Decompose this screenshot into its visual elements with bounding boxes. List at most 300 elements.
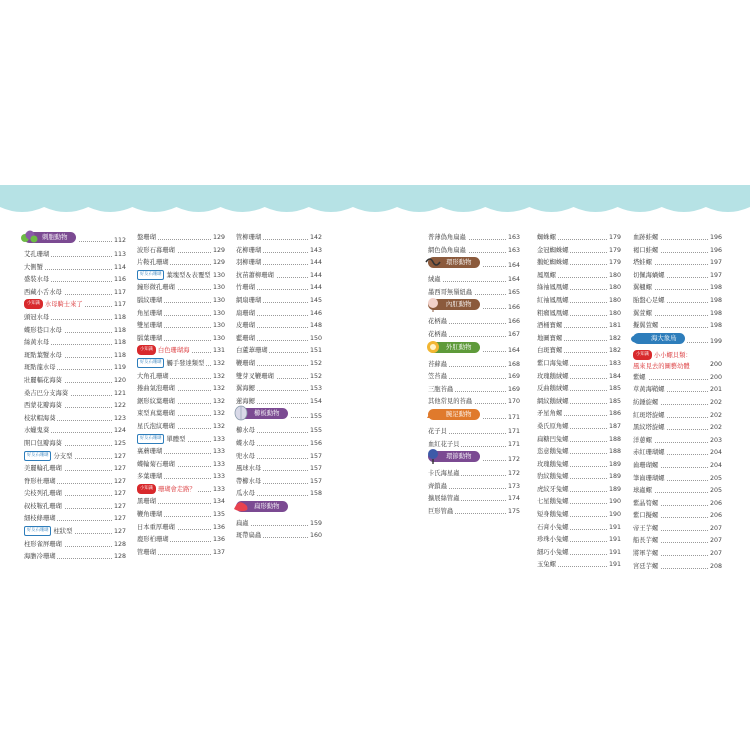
entry-page: 127 [112, 513, 126, 526]
entry-page: 125 [112, 438, 126, 451]
entry-page: 131 [211, 345, 225, 358]
entry-page: 204 [708, 460, 722, 473]
toc-entry [137, 534, 225, 547]
entry-title: 虎紋牙兔螺 [537, 485, 569, 493]
entry-page: 190 [607, 509, 621, 522]
entry-title: 西藏小舌水母 [24, 288, 62, 296]
entry-page: 127 [112, 526, 126, 539]
entry-badge: 小知識 [24, 299, 43, 309]
entry-title: 赤紅珊瑚螺 [633, 449, 665, 457]
entry-title: 白蘆葦珊瑚 [236, 347, 268, 355]
entry-page: 143 [308, 245, 322, 258]
toc-entry [236, 282, 322, 295]
section-heading [428, 299, 520, 316]
entry-title: 胎盤心足螺 [633, 296, 665, 304]
toc-entry [137, 333, 225, 346]
entry-badge: 好友石珊瑚 [137, 358, 164, 368]
brachiopod-icon [424, 406, 442, 422]
section-heading [428, 342, 520, 359]
toc-entry [633, 473, 722, 486]
toc-entry [537, 434, 621, 447]
entry-page: 129 [211, 257, 225, 270]
toc-entry [24, 413, 126, 426]
toc-entry [537, 383, 621, 396]
entry-title: 竹珊瑚 [236, 284, 255, 292]
entry-title: 日本重厚珊瑚 [137, 523, 175, 531]
entry-title: 擬翼萱螺 [633, 322, 659, 330]
entry-page: 116 [112, 274, 126, 287]
toc-entry [137, 471, 225, 484]
entry-page: 150 [308, 333, 322, 346]
entry-page: 196 [708, 245, 722, 258]
entry-page: 144 [308, 282, 322, 295]
entry-title: 壯麗輻花海葵 [24, 376, 62, 384]
toc-entry [137, 434, 225, 447]
toc-entry [24, 400, 126, 413]
entry-title: 櫛水母 [236, 427, 255, 435]
entry-title: 白斑寶螺 [537, 347, 563, 355]
entry-title: 片鞍孔珊瑚 [137, 259, 169, 267]
toc-entry [428, 493, 520, 506]
entry-title: 鞭角珊瑚 [137, 511, 163, 519]
entry-page: 163 [506, 245, 520, 258]
entry-page: 171 [506, 439, 520, 452]
toc-entry [633, 535, 722, 548]
toc-entry [24, 501, 126, 514]
entry-page: 112 [112, 232, 126, 249]
toc-entry [537, 308, 621, 321]
toc-column-2 [137, 232, 225, 566]
toc-entry [24, 438, 126, 451]
entry-title: 紫晶筍螺 [633, 499, 659, 507]
entry-title: 桑吉巴分支海葵 [24, 389, 69, 397]
toc-entry [633, 270, 722, 283]
entry-title: 枝狀帽海葵 [24, 414, 56, 422]
toc-entry [24, 488, 126, 501]
section-label [428, 257, 480, 268]
toc-column-3 [236, 232, 322, 566]
entry-page: 118 [112, 312, 126, 325]
toc-entry [428, 506, 520, 519]
entry-title: 角星珊瑚 [137, 309, 163, 317]
toc-entry [537, 270, 621, 283]
entry-title: 腦葉珊瑚 [137, 334, 163, 342]
worm-icon [424, 254, 442, 270]
entry-title: 蓮海鰓 [236, 397, 255, 405]
entry-page: 113 [112, 249, 126, 262]
toc-entry [137, 270, 225, 283]
toc-entry [633, 232, 722, 245]
toc-entry [137, 308, 225, 321]
toc-entry [24, 526, 126, 539]
toc-entry [633, 460, 722, 473]
entry-page: 180 [607, 308, 621, 321]
entry-title: 兜水母 [236, 452, 255, 460]
section-label [24, 232, 76, 243]
entry-title: 絨蟲 [428, 276, 441, 284]
entry-page: 127 [112, 501, 126, 514]
entry-title: 七星鵝兔螺 [537, 498, 569, 506]
toc-entry [428, 468, 520, 481]
toc-entry [537, 484, 621, 497]
entry-title: 塔蛙螺 [633, 259, 652, 267]
toc-entry [236, 383, 322, 396]
toc-entry [137, 522, 225, 535]
entry-title: 管珊瑚 [137, 548, 156, 556]
toc-entry [428, 426, 520, 439]
entry-title: 紅袖鳳凰螺 [537, 296, 569, 304]
entry-title: 蝶輪菊石珊瑚 [137, 460, 175, 468]
entry-page: 198 [708, 308, 722, 321]
section-label [428, 451, 480, 462]
entry-title: 笠苔蟲 [428, 373, 447, 381]
entry-page: 117 [112, 287, 126, 300]
toc-entry [137, 371, 225, 384]
entry-page: 130 [211, 270, 225, 283]
section-title: 扁形動物 [254, 501, 280, 510]
entry-title: 葉塊型＆表覆型 [166, 271, 211, 279]
entry-title: 血紅花子貝 [428, 440, 460, 448]
entry-title: 洋蔥螺 [633, 436, 652, 444]
entry-title: 綠袖鳳凰螺 [537, 284, 569, 292]
toc-entry [137, 282, 225, 295]
entry-title: 花柳珊瑚 [236, 246, 262, 254]
entry-page: 190 [607, 496, 621, 509]
entry-page: 187 [607, 421, 621, 434]
entry-title: 管柳珊瑚 [236, 234, 262, 241]
entry-page: 205 [708, 485, 722, 498]
entry-title: 褐口蛙螺 [633, 246, 659, 254]
entry-title: 腦紋珊瑚 [137, 296, 163, 304]
toc-entry [24, 262, 126, 275]
toc-entry [137, 484, 225, 497]
section-label [428, 342, 480, 353]
note-line-2: 風來見去的圖藝幼體 [633, 362, 690, 370]
entry-title: 花子貝 [428, 427, 447, 435]
entry-page: 164 [506, 274, 520, 287]
entry-title: 切佩海蝸螺 [633, 271, 665, 279]
entry-page: 179 [607, 257, 621, 270]
entry-title: 粗瘤鳳凰螺 [537, 309, 569, 317]
flatworm-icon [232, 498, 250, 514]
section-heading [428, 257, 520, 274]
entry-page: 123 [112, 413, 126, 426]
toc-column-5 [537, 232, 621, 569]
toc-entry [633, 447, 722, 460]
entry-title: 筆齒珊瑚螺 [633, 474, 665, 482]
entry-title: 鳳凰螺 [537, 271, 556, 279]
toc-entry [537, 522, 621, 535]
entry-page: 165 [506, 287, 520, 300]
entry-page: 144 [308, 270, 322, 283]
entry-page: 185 [607, 396, 621, 409]
entry-page: 152 [308, 371, 322, 384]
entry-page: 166 [506, 316, 520, 329]
comb-jelly-icon [232, 405, 250, 421]
entry-title: 蝶形巷口水母 [24, 326, 62, 334]
toc-entry [537, 559, 621, 572]
entry-page: 207 [708, 535, 722, 548]
entry-page: 196 [708, 232, 722, 245]
entry-title: 三胞苔蟲 [428, 385, 454, 393]
entry-page: 132 [211, 408, 225, 421]
entry-page: 132 [211, 396, 225, 409]
section-label [428, 409, 480, 420]
entry-page: 182 [607, 333, 621, 346]
entry-title: 斑帶扁蟲 [236, 532, 262, 540]
toc-entry [428, 481, 520, 494]
toc-entry [537, 358, 621, 371]
entry-page: 182 [607, 345, 621, 358]
toc-entry [537, 547, 621, 560]
entry-title: 盤珊瑚 [137, 234, 156, 241]
entry-page: 198 [708, 320, 722, 333]
entry-page: 184 [607, 371, 621, 384]
entry-page: 128 [112, 551, 126, 564]
entry-title: 珍珠小兔螺 [537, 536, 569, 544]
toc-entry [24, 539, 126, 552]
toc-entry [236, 333, 322, 346]
entry-page: 152 [308, 358, 322, 371]
section-heading [633, 333, 722, 350]
entry-title: 觸手發達類型 [166, 359, 205, 367]
entry-page: 185 [607, 383, 621, 396]
toc-entry [537, 257, 621, 270]
entry-page: 130 [211, 282, 225, 295]
toc-entry [537, 295, 621, 308]
toc-entry [236, 358, 322, 371]
entry-page: 191 [607, 559, 621, 572]
entry-badge: 好友石珊瑚 [24, 526, 51, 536]
section-title: 內肛動物 [446, 300, 472, 309]
entry-page: 202 [708, 422, 722, 435]
entry-page: 132 [211, 371, 225, 384]
toc-entry [537, 496, 621, 509]
toc-entry [428, 384, 520, 397]
toc-entry [24, 513, 126, 526]
toc-entry [633, 422, 722, 435]
toc-entry [137, 320, 225, 333]
toc-entry [236, 425, 322, 438]
entry-page: 142 [308, 232, 322, 245]
section-label [236, 501, 288, 512]
toc-entry [137, 421, 225, 434]
entry-page: 202 [708, 397, 722, 410]
entry-title: 苔蘚蟲 [428, 360, 447, 368]
toc-entry [633, 397, 722, 410]
toc-entry [428, 371, 520, 384]
entry-title: 細巧小兔螺 [537, 548, 569, 556]
entry-page: 118 [112, 350, 126, 363]
entry-title: 束型真葉珊瑚 [137, 410, 175, 418]
entry-title: 雙星珊瑚 [137, 322, 163, 330]
entry-page: 132 [211, 383, 225, 396]
entry-title: 柱狀型 [53, 528, 73, 536]
entry-title: 黑珊瑚 [137, 498, 156, 506]
toc-entry [537, 471, 621, 484]
entry-page: 132 [211, 358, 225, 371]
entry-page: 157 [308, 451, 322, 464]
entry-page: 124 [112, 425, 126, 438]
entry-page: 179 [607, 232, 621, 245]
bryozoa-icon [424, 339, 442, 355]
entry-page: 118 [112, 325, 126, 338]
section-title: 環形動物 [446, 258, 472, 267]
entry-page: 206 [708, 498, 722, 511]
entry-page: 174 [506, 493, 520, 506]
entry-title: 普薄偽角扁蟲 [428, 234, 466, 241]
toc-entry [633, 410, 722, 423]
entry-page: 164 [506, 257, 520, 274]
entry-page: 129 [211, 245, 225, 258]
entry-title: 尖枝列孔珊瑚 [24, 490, 62, 498]
toc-entry [537, 396, 621, 409]
entry-page: 204 [708, 447, 722, 460]
toc-entry [137, 396, 225, 409]
entry-page: 205 [708, 473, 722, 486]
toc-entry [236, 463, 322, 476]
entry-title: 鹿形柏珊瑚 [137, 536, 169, 544]
toc-entry [633, 384, 722, 397]
entry-title: 玫瑰鵝絨螺 [537, 372, 569, 380]
toc-entry [236, 270, 322, 283]
entry-title: 美麗輪孔珊瑚 [24, 465, 62, 473]
entry-page: 180 [607, 282, 621, 295]
toc-entry [633, 372, 722, 385]
entry-title: 紡錘旋螺 [633, 398, 659, 406]
entry-page: 170 [506, 396, 520, 409]
section-heading [24, 232, 126, 249]
entry-page: 133 [211, 434, 225, 447]
entry-page: 155 [308, 408, 322, 425]
section-heading [428, 451, 520, 468]
entry-title: 擴展絲管蟲 [428, 495, 460, 503]
toc-entry [537, 534, 621, 547]
wave-border [0, 185, 750, 215]
entry-title: 藍珊瑚 [236, 334, 255, 342]
section-heading [428, 409, 520, 426]
annelid-icon [424, 448, 442, 464]
entry-title: 雙芽叉鞭珊瑚 [236, 372, 274, 380]
entry-title: 扁糖凹兔螺 [537, 435, 569, 443]
toc-entry [137, 257, 225, 270]
entry-title: 多葉珊瑚 [137, 473, 163, 481]
toc-entry [137, 295, 225, 308]
entry-title: 扇珊瑚 [236, 309, 255, 317]
entry-title: 紅斑塔旋螺 [633, 411, 665, 419]
entry-title: 巨形管蟲 [428, 507, 454, 515]
entry-page: 201 [708, 384, 722, 397]
entry-page: 208 [708, 561, 722, 574]
toc-entry [236, 295, 322, 308]
toc-entry [137, 459, 225, 472]
entry-badge: 好友石珊瑚 [24, 451, 51, 461]
toc-entry [24, 312, 126, 325]
note-badge: 小知識 [633, 350, 652, 360]
entry-title: 翼萱螺 [633, 309, 652, 317]
entry-title: 花柄蟲 [428, 330, 447, 338]
entry-title: 紫螺 [633, 373, 646, 381]
toc-entry [137, 496, 225, 509]
toc-entry [137, 408, 225, 421]
entry-title: 大側蟹 [24, 263, 43, 271]
entry-page: 189 [607, 459, 621, 472]
entry-title: 蝶水母 [236, 439, 255, 447]
toc-entry [24, 425, 126, 438]
toc-entry [537, 371, 621, 384]
toc-entry [236, 451, 322, 464]
toc-entry [236, 518, 322, 531]
toc-entry [428, 274, 520, 287]
toc-entry [24, 337, 126, 350]
entry-title: 酒桶寶螺 [537, 322, 563, 330]
entry-title: 宮廷芋螺 [633, 562, 659, 570]
section-label [428, 299, 480, 310]
toc-entry [236, 232, 322, 245]
entry-title: 卡氏海星蟲 [428, 470, 460, 478]
entry-page: 119 [112, 362, 126, 375]
entry-title: 黑紋塔旋螺 [633, 424, 665, 432]
entry-page: 133 [211, 446, 225, 459]
entry-title: 盛裝水母 [24, 276, 50, 284]
entry-page: 134 [211, 496, 225, 509]
entry-title: 船長芋螺 [633, 537, 659, 545]
entry-page: 130 [211, 308, 225, 321]
entry-title: 星氏泡紋珊瑚 [137, 422, 175, 430]
toc-entry [633, 308, 722, 321]
entry-title: 恣意鵝兔螺 [537, 448, 569, 456]
entry-title: 白色珊瑚海 [157, 347, 190, 355]
toc-entry [537, 459, 621, 472]
entry-title: 紫口海兔螺 [537, 359, 569, 367]
entry-page: 129 [211, 232, 225, 245]
entry-title: 鐘形微孔珊瑚 [137, 284, 175, 292]
entry-page: 136 [211, 522, 225, 535]
toc-entry [633, 282, 722, 295]
toc-entry [137, 509, 225, 522]
toc-entry [537, 345, 621, 358]
entry-page: 146 [308, 308, 322, 321]
toc-entry [24, 388, 126, 401]
entry-page: 157 [308, 476, 322, 489]
toc-entry [633, 548, 722, 561]
toc-entry [633, 245, 722, 258]
entry-page: 118 [112, 337, 126, 350]
entry-title: 其他常見的苔蟲 [428, 398, 473, 406]
entry-page: 153 [308, 383, 322, 396]
section-title: 外肛動物 [446, 342, 472, 351]
entry-title: 蜘蛛螺 [537, 234, 556, 241]
entry-title: 斑點龍水母 [24, 364, 56, 372]
entry-badge: 小知識 [137, 484, 156, 494]
entry-title: 開口包瓣海葵 [24, 439, 62, 447]
toc-entry [633, 485, 722, 498]
entry-page: 183 [607, 358, 621, 371]
entry-page: 154 [308, 396, 322, 409]
entry-page: 120 [112, 375, 126, 388]
entry-page: 148 [308, 320, 322, 333]
entry-page: 155 [308, 425, 322, 438]
entry-page: 133 [211, 459, 225, 472]
section-title: 環節動物 [446, 452, 472, 461]
section-title: 刺胞動物 [42, 233, 68, 241]
entry-title: 齊鎖蟲 [428, 482, 447, 490]
entry-title: 捲曲氣泡珊瑚 [137, 385, 175, 393]
entry-page: 167 [506, 329, 520, 342]
entry-page: 198 [708, 295, 722, 308]
entry-page: 189 [607, 471, 621, 484]
entry-title: 網紋鵝絨螺 [537, 397, 569, 405]
